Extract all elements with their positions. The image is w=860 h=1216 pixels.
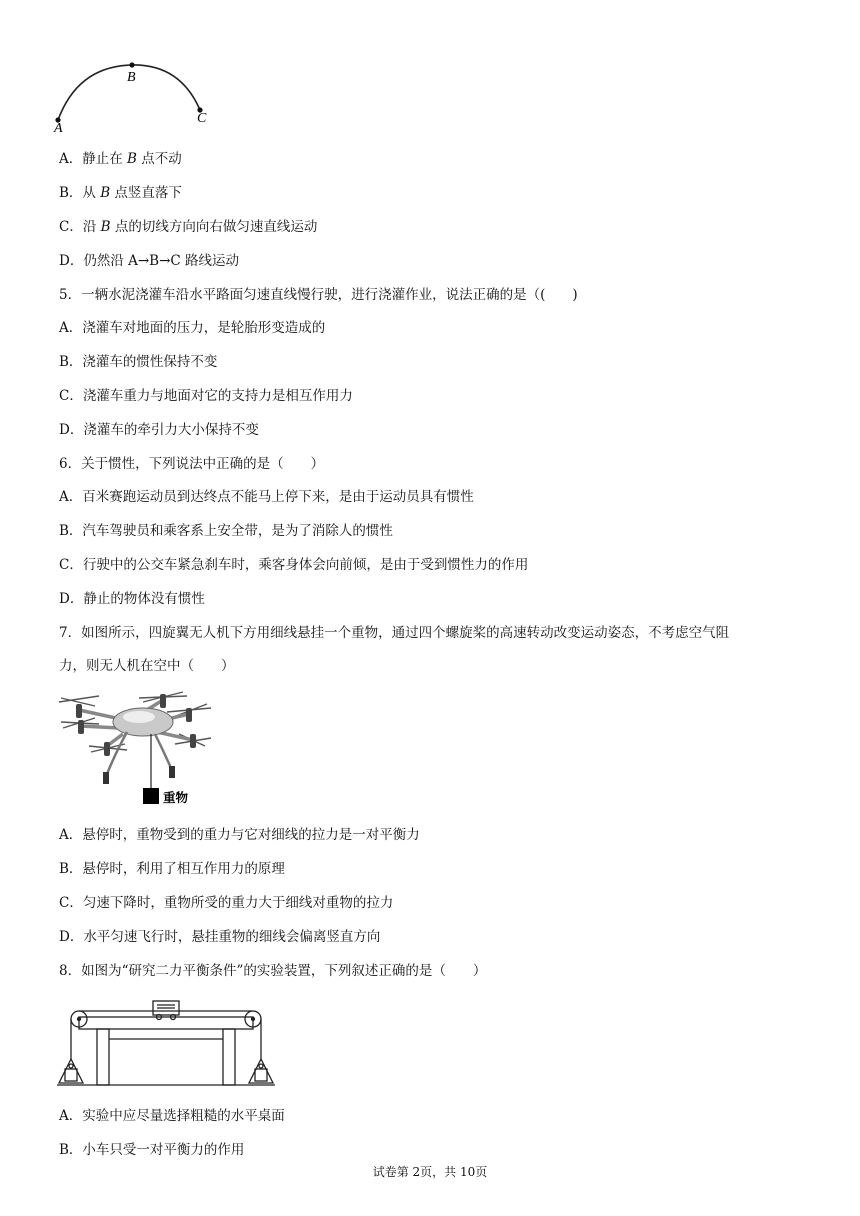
q5-stem: 5．一辆水泥浇灌车沿水平路面匀速直线慢行驶，进行浇灌作业，说法正确的是（( ) — [59, 287, 578, 303]
q4-option-b: B．从 B 点竖直落下 — [59, 185, 182, 201]
q5-option-b: B．浇灌车的惯性保持不变 — [59, 354, 218, 370]
arc-figure — [50, 58, 220, 138]
balance-apparatus-figure — [57, 997, 277, 1089]
q6-stem: 6．关于惯性，下列说法中正确的是（ ） — [59, 456, 325, 472]
drone-figure — [55, 690, 215, 810]
q5-option-c: C．浇灌车重力与地面对它的支持力是相互作用力 — [59, 388, 353, 404]
q7-option-c: C．匀速下降时，重物所受的重力大于细线对重物的拉力 — [59, 895, 394, 911]
label-c: C — [197, 111, 207, 126]
table-top — [79, 1017, 253, 1029]
q6-option-d: D．静止的物体没有惯性 — [59, 591, 205, 607]
q7-option-b: B．悬停时，利用了相互作用力的原理 — [59, 861, 285, 877]
point-b — [129, 62, 134, 67]
page-footer: 试卷第 2页，共 10页 — [372, 1165, 488, 1179]
label-a: A — [54, 121, 63, 136]
q7-stem-line2: 力，则无人机在空中（ ） — [59, 658, 235, 674]
q7-stem-line1: 7．如图所示，四旋翼无人机下方用细线悬挂一个重物，通过四个螺旋桨的高速转动改变运动姿态，不考虑空气阻 — [59, 625, 730, 641]
q6-option-a: A．百米赛跑运动员到达终点不能马上停下来，是由于运动员具有惯性 — [59, 489, 474, 505]
q4-option-c: C．沿 B 点的切线方向向右做匀速直线运动 — [59, 219, 318, 235]
q7-option-a: A．悬停时，重物受到的重力与它对细线的拉力是一对平衡力 — [59, 827, 420, 843]
weight-label: 重物 — [163, 790, 189, 805]
q5-option-a: A．浇灌车对地面的压力，是轮胎形变造成的 — [59, 320, 326, 336]
q8-option-b: B．小车只受一对平衡力的作用 — [59, 1142, 245, 1158]
q4-option-a: A．静止在 B 点不动 — [59, 151, 182, 167]
q4-option-d: D．仍然沿 A→B→C 路线运动 — [59, 253, 240, 269]
q8-stem: 8．如图为“研究二力平衡条件”的实验装置，下列叙述正确的是（ ） — [59, 963, 487, 979]
q6-option-c: C．行驶中的公交车紧急刹车时，乘客身体会向前倾，是由于受到惯性力的作用 — [59, 557, 529, 573]
weight-block — [143, 788, 159, 804]
label-b: B — [127, 70, 136, 85]
q5-option-d: D．浇灌车的牵引力大小保持不变 — [59, 422, 259, 438]
q7-option-d: D．水平匀速飞行时，悬挂重物的细线会偏离竖直方向 — [59, 929, 381, 945]
q8-option-a: A．实验中应尽量选择粗糙的水平桌面 — [59, 1108, 285, 1124]
q6-option-b: B．汽车驾驶员和乘客系上安全带，是为了消除人的惯性 — [59, 523, 393, 539]
